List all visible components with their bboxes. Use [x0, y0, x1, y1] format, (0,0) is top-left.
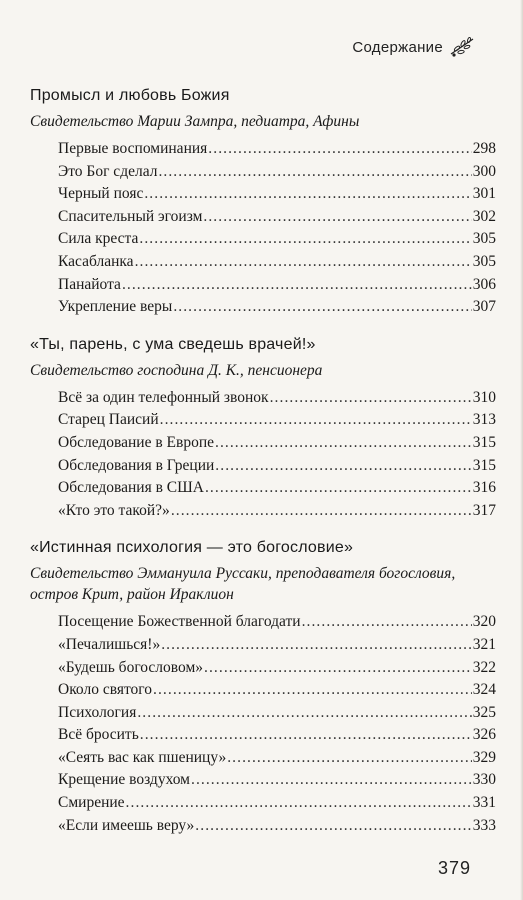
- toc-entry-page: 324: [472, 681, 496, 699]
- toc-entry-page: 326: [472, 726, 496, 744]
- toc-entry[interactable]: [58, 500, 496, 523]
- toc-entry[interactable]: [58, 455, 496, 478]
- toc-entry[interactable]: [58, 634, 496, 657]
- toc-entry-title: Черный пояс: [58, 185, 144, 203]
- toc-entry-page: 322: [472, 658, 496, 676]
- toc-entry-title: Укрепление веры: [58, 298, 173, 316]
- dot-leader: [191, 769, 472, 792]
- section-subtitle: Свидетельство Марии Зампра, педиатра, Афины: [30, 113, 360, 130]
- toc-entry[interactable]: [58, 611, 496, 634]
- dot-leader: [204, 657, 472, 680]
- toc-entry[interactable]: [58, 747, 496, 770]
- dot-leader: [122, 274, 472, 297]
- toc-entry-page: 333: [472, 816, 496, 834]
- dot-leader: [208, 138, 471, 161]
- toc-entry-page: 300: [472, 162, 496, 180]
- toc-entry-title: Посещение Божественной благодати: [58, 613, 301, 631]
- toc-entry-title: Панайота: [58, 275, 121, 293]
- toc-entries: [58, 387, 496, 523]
- toc-entry-page: 320: [472, 613, 496, 631]
- toc-entry[interactable]: [58, 679, 496, 702]
- dot-leader: [215, 432, 472, 455]
- toc-entry-page: 325: [472, 703, 496, 721]
- toc-entry-title: Спасительный эгоизм: [58, 207, 203, 225]
- toc-entry-page: 298: [472, 140, 496, 157]
- dot-leader: [195, 815, 471, 838]
- dot-leader: [144, 183, 471, 206]
- toc-entry-page: 306: [472, 275, 496, 293]
- toc-entry-page: 310: [472, 388, 496, 406]
- toc-entry[interactable]: [58, 161, 496, 184]
- dot-leader: [227, 747, 472, 770]
- running-header: [352, 36, 475, 58]
- dot-leader: [135, 251, 472, 274]
- toc-entry-title: «Кто это такой?»: [58, 501, 170, 519]
- toc-entry-page: 302: [472, 207, 496, 225]
- dot-leader: [270, 387, 472, 410]
- toc-entry-page: 329: [472, 748, 496, 766]
- toc-entry-page: 316: [472, 479, 496, 497]
- dot-leader: [160, 409, 472, 432]
- toc-entry-page: 301: [472, 185, 496, 203]
- dot-leader: [215, 455, 471, 478]
- toc-entries: [58, 138, 496, 319]
- toc-section: [30, 538, 496, 837]
- section-subtitle: Свидетельство Эммануила Руссаки, преподавателя богословия, остров Крит, район Ираклион: [30, 565, 456, 604]
- toc-entry[interactable]: [58, 296, 496, 319]
- toc-entry-title: Обследования в США: [58, 479, 204, 497]
- toc-entry-title: Обследование в Европе: [58, 433, 214, 451]
- toc-entry-title: Обследования в Греции: [58, 456, 215, 474]
- section-subtitle: Свидетельство господина Д. К., пенсионера: [30, 361, 323, 379]
- toc-entry-page: 307: [472, 298, 496, 316]
- toc-entry-title: Это Бог сделал: [58, 162, 158, 180]
- toc-entry[interactable]: [58, 432, 496, 455]
- running-header-title: Содержание: [352, 38, 443, 56]
- toc-entry[interactable]: [58, 657, 496, 680]
- dot-leader: [139, 228, 471, 251]
- table-of-contents: [30, 86, 496, 853]
- toc-entries: [58, 611, 496, 837]
- toc-entry-title: Сила креста: [58, 230, 139, 248]
- dot-leader: [203, 206, 471, 229]
- page-number: 379: [437, 858, 471, 878]
- toc-entry[interactable]: [58, 724, 496, 747]
- toc-entry[interactable]: [58, 702, 496, 725]
- dot-leader: [173, 296, 471, 319]
- toc-entry-title: «Печалишься!»: [58, 635, 161, 653]
- toc-entry-page: 315: [472, 433, 496, 451]
- toc-section: [30, 86, 496, 319]
- toc-entry[interactable]: [58, 138, 496, 161]
- toc-entry[interactable]: [58, 274, 496, 297]
- toc-entry-page: 321: [472, 635, 496, 653]
- toc-entry-title: Психология: [58, 703, 137, 721]
- toc-entry-title: Смирение: [58, 794, 125, 812]
- toc-entry[interactable]: [58, 387, 496, 410]
- toc-entry[interactable]: [58, 183, 496, 206]
- toc-entry-page: 315: [472, 456, 496, 474]
- toc-entry-title: Первые воспоминания: [58, 140, 208, 157]
- toc-entry-page: 305: [472, 252, 496, 270]
- toc-entry-title: Касабланка: [58, 252, 134, 270]
- toc-entry[interactable]: [58, 206, 496, 229]
- toc-entry[interactable]: [58, 815, 496, 838]
- dot-leader: [126, 792, 472, 815]
- toc-entry-title: «Сеять вас как пшеницу»: [58, 748, 227, 766]
- toc-entry-title: «Будешь богословом»: [58, 658, 204, 676]
- dot-leader: [158, 161, 471, 184]
- dot-leader: [205, 477, 472, 500]
- toc-entry-page: 317: [472, 501, 496, 519]
- toc-entry-page: 331: [472, 794, 496, 812]
- toc-entry[interactable]: [58, 769, 496, 792]
- toc-section: [30, 335, 496, 523]
- dot-leader: [171, 500, 472, 523]
- section-title: «Истинная психология — это богословие»: [30, 539, 354, 557]
- toc-entry-title: «Если имеешь веру»: [58, 816, 195, 834]
- toc-entry[interactable]: [58, 792, 496, 815]
- dot-leader: [161, 634, 472, 657]
- toc-entry-title: Около святого: [58, 681, 153, 699]
- toc-entry-page: 305: [472, 230, 496, 248]
- toc-entry[interactable]: [58, 477, 496, 500]
- toc-entry-page: 313: [472, 411, 496, 429]
- toc-entry[interactable]: [58, 409, 496, 432]
- dot-leader: [140, 724, 472, 747]
- toc-entry-title: Всё за один телефонный звонок: [58, 388, 269, 406]
- toc-entry-title: Старец Паисий: [58, 411, 159, 429]
- toc-entry[interactable]: [58, 251, 496, 274]
- toc-entry-title: Всё бросить: [58, 726, 139, 744]
- toc-entry-title: Крещение воздухом: [58, 771, 190, 789]
- section-title: Промысл и любовь Божия: [30, 87, 230, 104]
- toc-entry-page: 330: [472, 771, 496, 789]
- dot-leader: [137, 702, 471, 725]
- section-title: «Ты, парень, с ума сведешь врачей!»: [30, 335, 316, 353]
- olive-branch-icon: [449, 36, 475, 58]
- dot-leader: [153, 679, 472, 702]
- toc-entry[interactable]: [58, 228, 496, 251]
- dot-leader: [302, 611, 472, 634]
